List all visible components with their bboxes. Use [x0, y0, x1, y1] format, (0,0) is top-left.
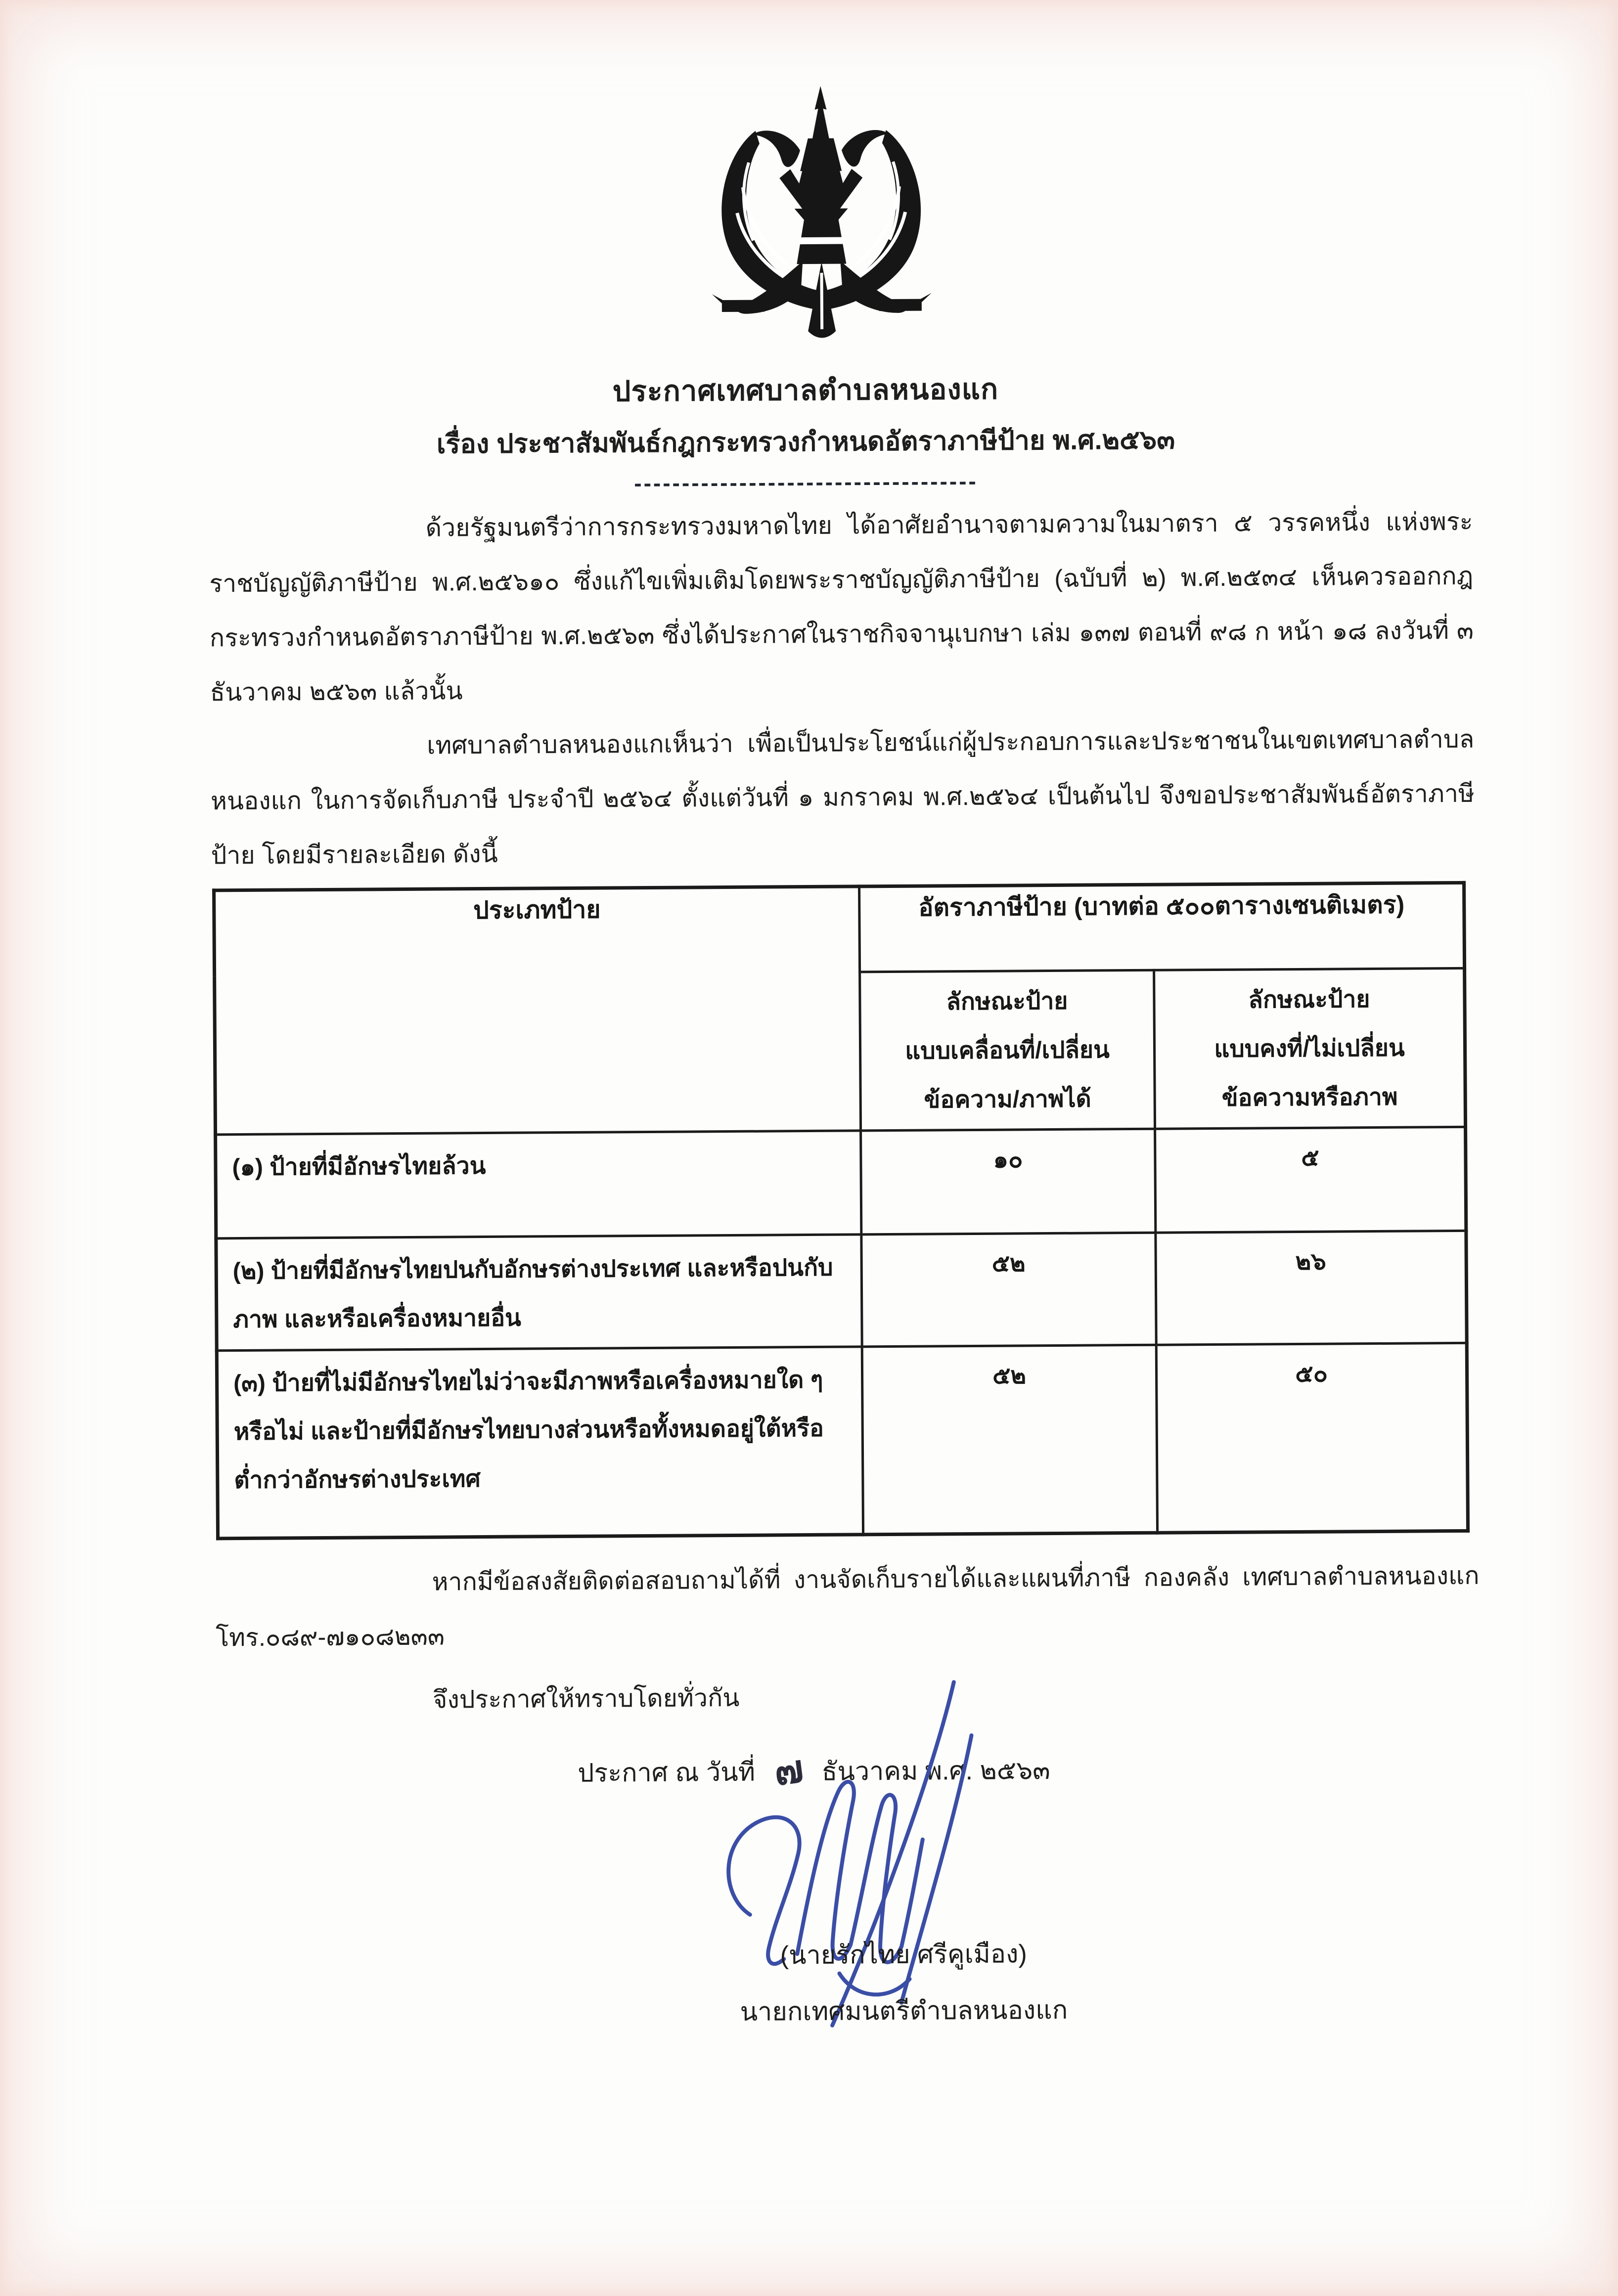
garuda-emblem-icon [697, 82, 945, 346]
sign-type-cell: (๒) ป้ายที่มีอักษรไทยปนกับอักษรต่างประเทศ และหรือปนกับภาพ และหรือเครื่องหมายอื่น [216, 1235, 862, 1351]
subheader-line: ลักษณะป้าย [1248, 986, 1370, 1014]
movable-rate-cell: ๑๐ [861, 1129, 1156, 1235]
subject-line: เรื่อง ประชาสัมพันธ์กฎกระทรวงกำหนดอัตราภาษีป้าย พ.ศ.๒๕๖๓ [436, 425, 1175, 459]
fixed-rate-cell: ๕๐ [1156, 1343, 1468, 1533]
page-title: ประกาศเทศบาลตำบลหนองแก [612, 373, 999, 408]
body-paragraph-1: ด้วยรัฐมนตรีว่าการกระทรวงมหาดไทย ได้อาศัยอำนาจตามความในมาตรา ๕ วรรคหนึ่ง แห่งพระราชบัญญัติภาษีป้าย พ.ศ.๒๕๖๑๐ ซึ่งแก้ไขเพิ่มเติมโดยพระราชบัญญัติภาษีป้าย (ฉบับที่ ๒) พ.ศ.๒๕๓๔ เห็นควรออกกฎกระทรวงกำหนดอัตราภาษีป้าย พ.ศ.๒๕๖๓ ซึ่งได้ประกาศในราชกิจจานุเบกษา เล่ม ๑๓๗ ตอนที่ ๙๘ ก หน้า ๑๘ ลงวันที่ ๓ ธันวาคม ๒๕๖๓ แล้วนั้น [209, 507, 1474, 706]
contact-paragraph: หากมีข้อสงสัยติดต่อสอบถามได้ที่ งานจัดเก็บรายได้และแผนที่ภาษี กองคลัง เทศบาลตำบลหนองแก โทร.๐๘๙-๗๑๐๘๒๓๓ [216, 1561, 1480, 1652]
sign-type-cell: (๓) ป้ายที่ไม่มีอักษรไทยไม่ว่าจะมีภาพหรือเครื่องหมายใด ๆ หรือไม่ และป้ายที่มีอักษรไทยบางส่วนหรือทั้งหมดอยู่ใต้หรือต่ำกว่าอักษรต่างประเทศ [217, 1347, 863, 1539]
subheader-line: แบบเคลื่อนที่/เปลี่ยน [905, 1037, 1110, 1064]
table-row [216, 1127, 1466, 1238]
column-header-movable-sign [860, 970, 1155, 1131]
fixed-rate-cell: ๕ [1155, 1127, 1466, 1233]
column-header-tax-rate: อัตราภาษีป้าย (บาทต่อ ๕๐๐ตารางเซนติเมตร) [859, 883, 1465, 971]
subheader-line: ข้อความ/ภาพได้ [924, 1086, 1091, 1113]
sign-tax-rate-table [212, 881, 1470, 1540]
handwritten-day: ๗ [771, 1746, 806, 1794]
signature [625, 1675, 1186, 2039]
sign-type-cell: (๑) ป้ายที่มีอักษรไทยล้วน [216, 1131, 861, 1238]
column-header-sign-type: ประเภทป้าย [214, 886, 861, 1135]
fixed-rate-cell: ๒๖ [1156, 1231, 1467, 1345]
subheader-line: ลักษณะป้าย [946, 988, 1068, 1016]
body-paragraph-2: เทศบาลตำบลหนองแกเห็นว่า เพื่อเป็นประโยชน์แก่ผู้ประกอบการและประชาชนในเขตเทศบาลตำบลหนองแก ในการจัดเก็บภาษี ประจำปี ๒๕๖๔ ตั้งแต่วันที่ ๑ มกราคม พ.ศ.๒๕๖๔ เป็นต้นไป จึงขอประชาสัมพันธ์อัตราภาษีป้าย โดยมีรายละเอียด ดังนี้ [210, 725, 1475, 870]
signer-name: (นายรักไทย ศรีคูเมือง) [780, 1940, 1027, 1970]
movable-rate-cell: ๕๒ [861, 1233, 1156, 1347]
table-row [216, 1231, 1467, 1350]
subheader-line: ข้อความหรือภาพ [1221, 1084, 1398, 1111]
movable-rate-cell: ๕๒ [862, 1345, 1157, 1535]
dashed-divider: ------------------------------------ [634, 468, 978, 496]
subheader-line: แบบคงที่/ไม่เปลี่ยน [1214, 1035, 1405, 1062]
column-header-fixed-sign [1154, 968, 1466, 1129]
closing-line: จึงประกาศให้ทราบโดยทั่วกัน [432, 1683, 740, 1714]
date-suffix: ธันวาคม พ.ศ. ๒๕๖๓ [821, 1756, 1050, 1786]
table-row [217, 1343, 1468, 1538]
signer-title: นายกเทศมนตรีตำบลหนองแก [740, 1995, 1068, 2027]
date-prefix: ประกาศ ณ วันที่ [578, 1758, 756, 1788]
